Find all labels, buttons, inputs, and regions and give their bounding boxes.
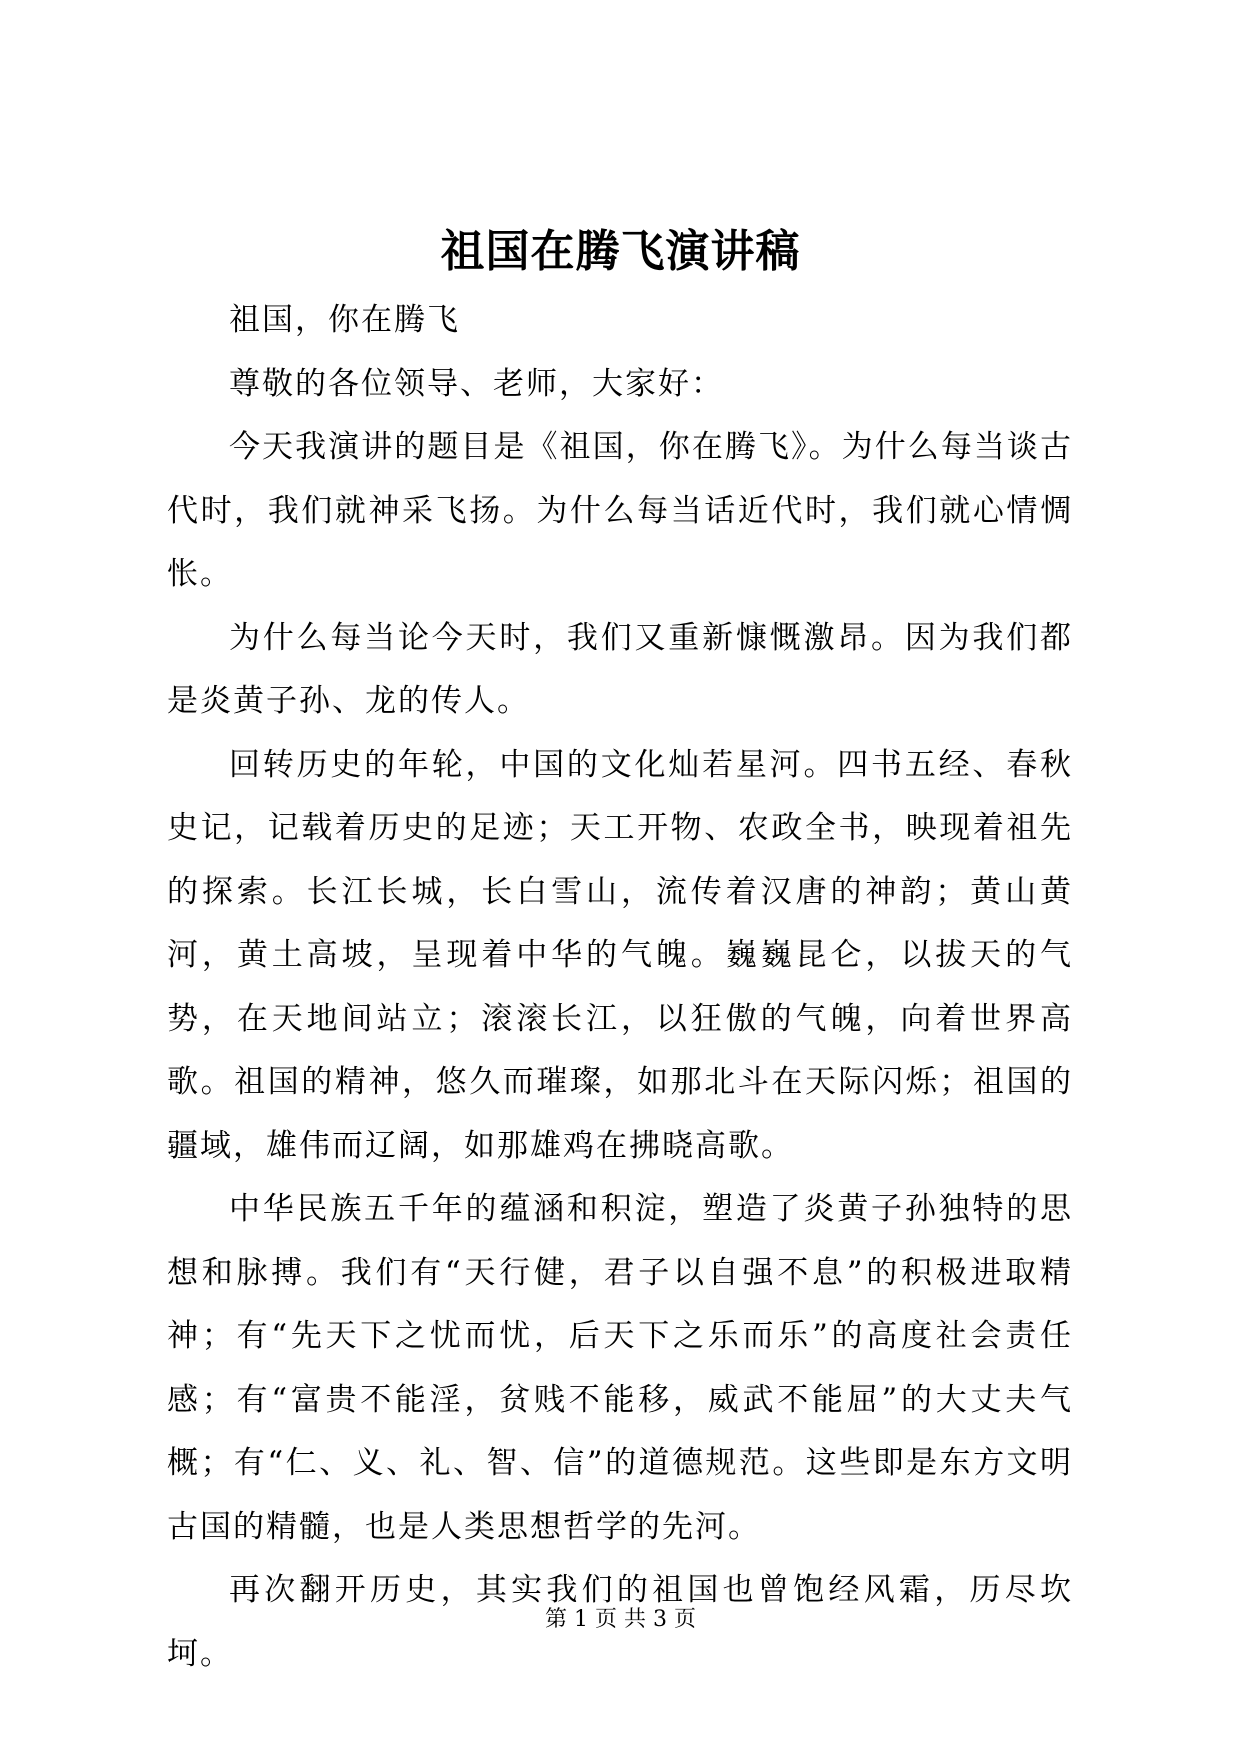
document-title: 祖国在腾飞演讲稿: [440, 226, 801, 277]
paragraph: 今天我演讲的题目是《祖国，你在腾飞》。为什么每当谈古代时，我们就神采飞扬。为什么每当话近代时，我们就心情惆怅。: [167, 429, 1073, 592]
paragraph: 回转历史的年轮，中国的文化灿若星河。四书五经、春秋史记，记载着历史的足迹；天工开物、农政全书，映现着祖先的探索。长江长城，长白雪山，流传着汉唐的神韵；黄山黄河，黄土高坡，呈现着中华的气魄。巍巍昆仑，以拔天的气势，在天地间站立；滚滚长江，以狂傲的气魄，向着世界高歌。祖国的精神，悠久而璀璨，如那北斗在天际闪烁；祖国的疆域，雄伟而辽阔，如那雄鸡在拂晓高歌。: [167, 746, 1073, 1164]
page-footer: 第 1 页 共 3 页: [545, 1607, 696, 1632]
paragraph: 再次翻开历史，其实我们的祖国也曾饱经风霜，历尽坎坷。: [167, 1572, 1073, 1672]
document-body: [167, 289, 1073, 1686]
paragraph: 为什么每当论今天时，我们又重新慷慨激昂。因为我们都是炎黄子孙、龙的传人。: [167, 619, 1073, 719]
paragraph: 祖国，你在腾飞: [229, 302, 460, 338]
paragraph: 尊敬的各位领导、老师，大家好：: [229, 365, 724, 402]
paragraph: 中华民族五千年的蕴涵和积淀，塑造了炎黄子孙独特的思想和脉搏。我们有“天行健，君子以自强不息”的积极进取精神；有“先天下之忧而忧，后天下之乐而乐”的高度社会责任感；有“富贵不能淫，贫贱不能移，威武不能屈”的大丈夫气概；有“仁、义、礼、智、信”的道德规范。这些即是东方文明古国的精髓，也是人类思想哲学的先河。: [167, 1191, 1073, 1545]
